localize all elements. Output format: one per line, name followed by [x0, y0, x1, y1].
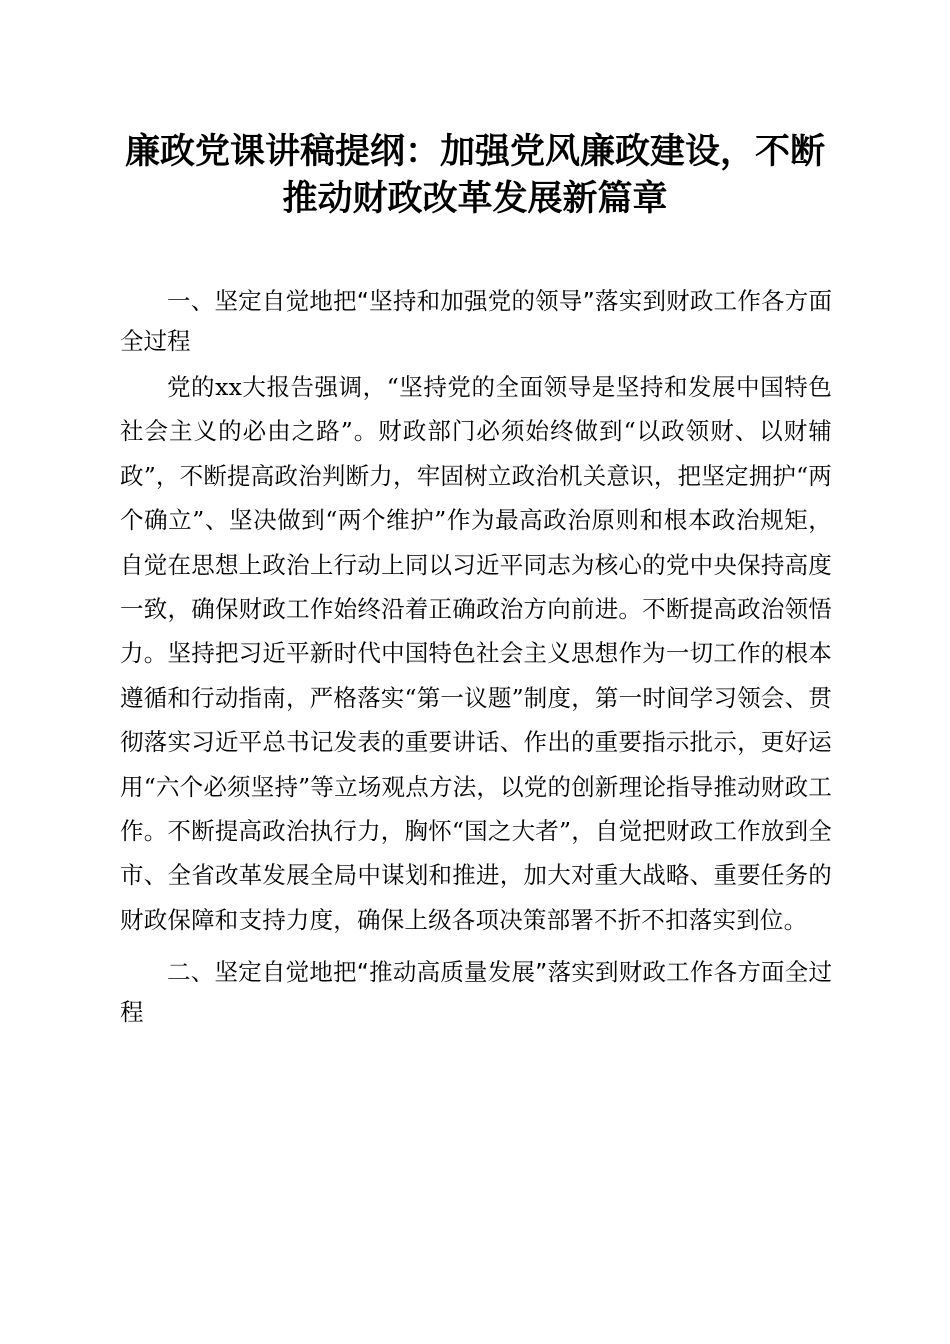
section-1-paragraph: 党的xx大报告强调，“坚持党的全面领导是坚持和发展中国特色社会主义的必由之路”。财政部门必须始终做到“以政领财、以财辅政”，不断提高政治判断力，牢固树立政治机关意识，把坚定拥护“两个确立”、坚决做到“两个维护”作为最高政治原则和根本政治规矩，自觉在思想上政治上行动上同以习近平同志为核心的党中央保持高度一致，确保财政工作始终沿着正确政治方向前进。不断提高政治领悟力。坚持把习近平新时代中国特色社会主义思想作为一切工作的根本遵循和行动指南，严格落实“第一议题”制度，第一时间学习领会、贯彻落实习近平总书记发表的重要讲话、作出的重要指示批示，更好运用“六个必须坚持”等立场观点方法，以党的创新理论指导推动财政工作。不断提高政治执行力，胸怀“国之大者”，自觉把财政工作放到全市、全省改革发展全局中谋划和推进，加大对重大战略、重要任务的财政保障和支持力度，确保上级各项决策部署不折不扣落实到位。 [120, 373, 832, 934]
title-line-2: 推动财政改革发展新篇章 [282, 178, 668, 219]
section-2-heading: 二、坚定自觉地把“推动高质量发展”落实到财政工作各方面全过程 [120, 958, 832, 1027]
section-1-heading: 一、坚定自觉地把“坚持和加强党的领导”落实到财政工作各方面全过程 [120, 287, 832, 355]
title-line-1: 廉政党课讲稿提纲：加强党风廉政建设，不断 [124, 131, 825, 172]
document-body [120, 281, 832, 1032]
document-title [100, 128, 850, 222]
